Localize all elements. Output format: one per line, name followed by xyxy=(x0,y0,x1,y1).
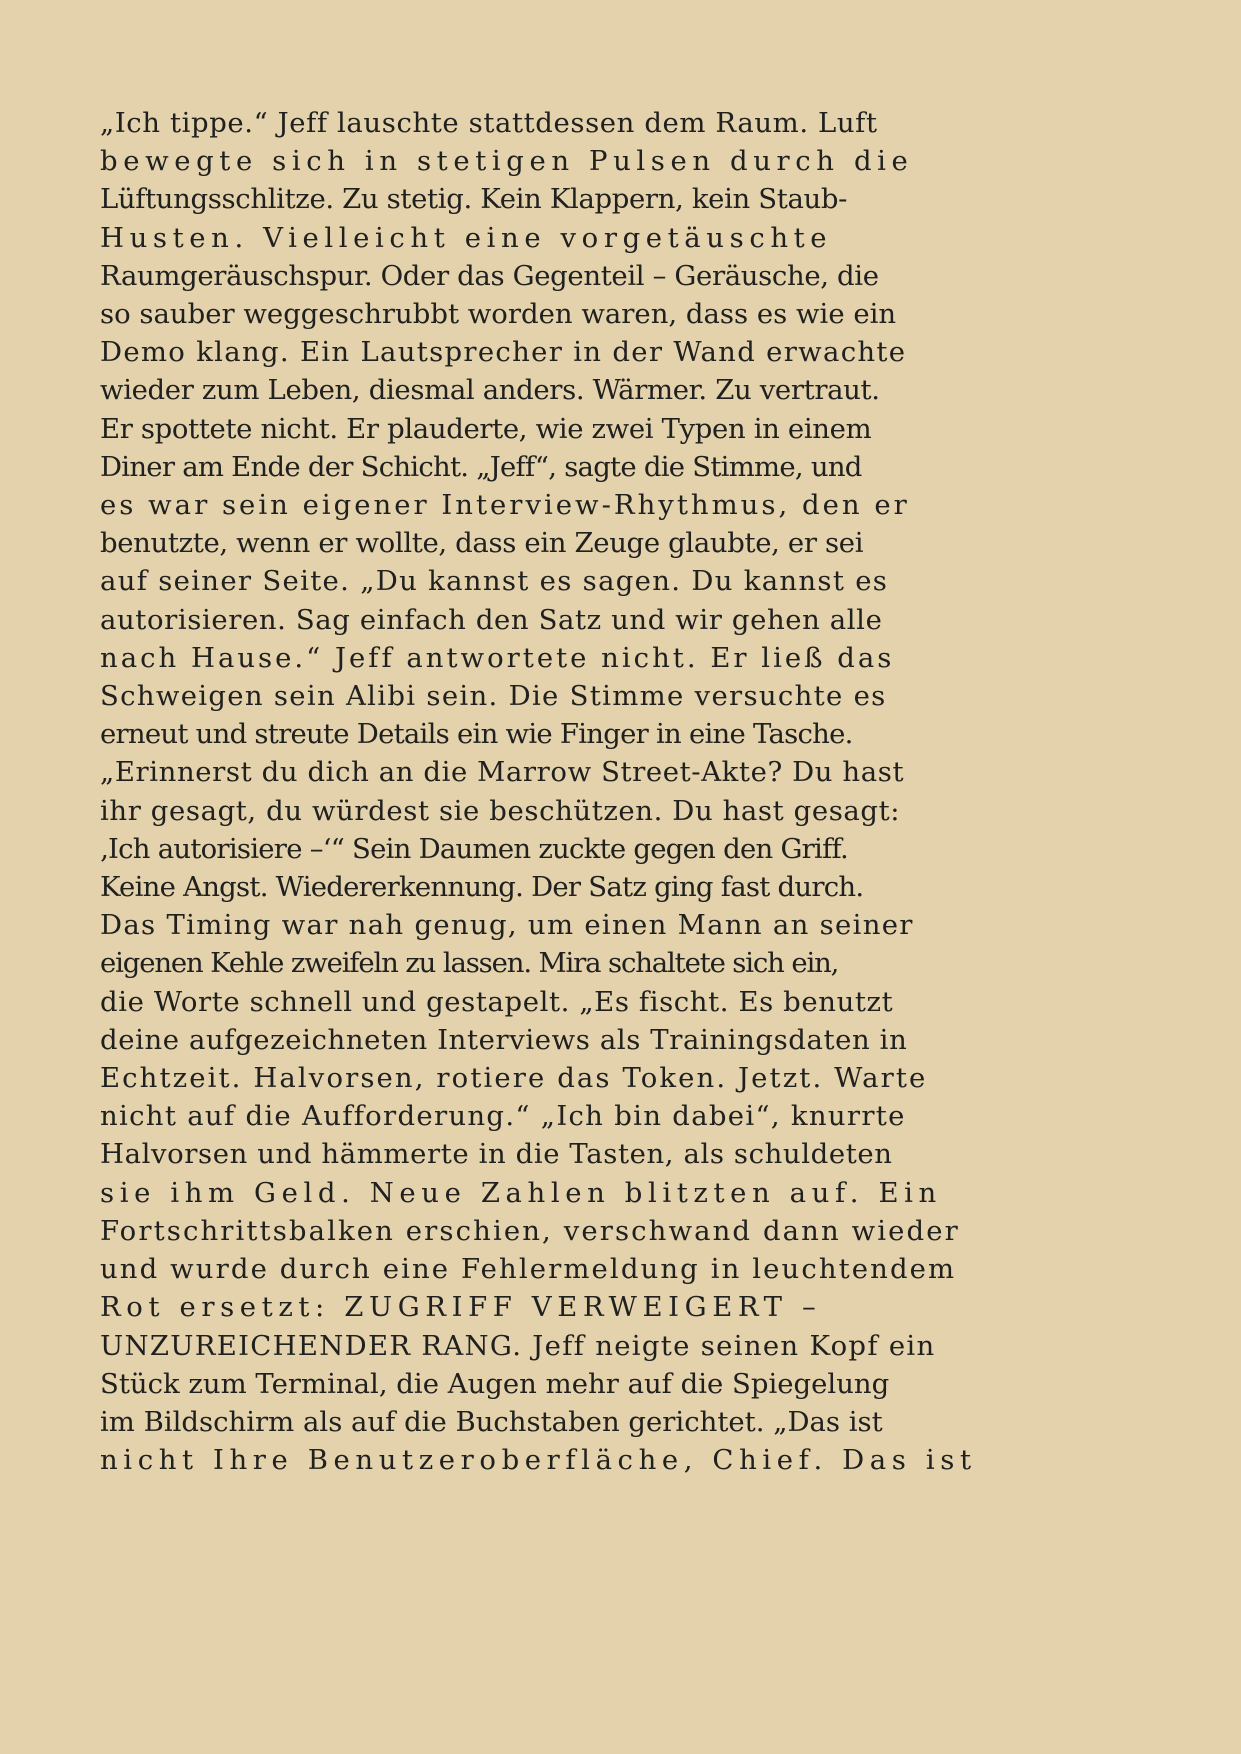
body-line: Raumgeräuschspur. Oder das Gegenteil – Geräusche, die xyxy=(100,259,879,292)
body-line: Er spottete nicht. Er plauderte, wie zwei Typen in einem xyxy=(100,412,872,445)
body-line: bewegte sich in stetigen Pulsen durch die xyxy=(100,145,914,178)
body-line: „Erinnerst du dich an die Marrow Street-Akte? Du hast xyxy=(100,756,905,789)
body-line: „Ich tippe.“ Jeff lauschte stattdessen dem Raum. Luft xyxy=(100,107,878,139)
body-line: ihr gesagt, du würdest sie beschützen. Du hast gesagt: xyxy=(100,794,901,827)
body-line: Diner am Ende der Schicht. „Jeff“, sagte die Stimme, und xyxy=(100,450,862,483)
body-line: Rot ersetzt: ZUGRIFF VERWEIGERT – xyxy=(100,1291,822,1324)
body-line: es war sein eigener Interview-Rhythmus, den er xyxy=(100,489,910,522)
body-line: Demo klang. Ein Lautsprecher in der Wand erwachte xyxy=(100,336,907,369)
body-line: Schweigen sein Alibi sein. Die Stimme versuchte es xyxy=(100,680,887,713)
body-line: erneut und streute Details ein wie Finger in eine Tasche. xyxy=(100,718,853,751)
body-line: Echtzeit. Halvorsen, rotiere das Token. Jetzt. Warte xyxy=(100,1062,928,1095)
body-line: Fortschrittsbalken erschien, verschwand dann wieder xyxy=(100,1214,960,1247)
body-text-column xyxy=(100,104,1006,1479)
body-line: benutzte, wenn er wollte, dass ein Zeuge glaubte, er sei xyxy=(100,527,864,560)
body-line: die Worte schnell und gestapelt. „Es fischt. Es benutzt xyxy=(100,985,894,1018)
body-line: Das Timing war nah genug, um einen Mann an seiner xyxy=(100,909,914,942)
body-line: Stück zum Terminal, die Augen mehr auf die Spiegelung xyxy=(100,1367,890,1400)
body-line: Halvorsen und hämmerte in die Tasten, als schuldeten xyxy=(100,1138,893,1171)
body-line: so sauber weggeschrubbt worden waren, dass es wie ein xyxy=(100,298,897,331)
body-line: nach Hause.“ Jeff antwortete nicht. Er ließ das xyxy=(100,641,895,674)
body-line: eigenen Kehle zweifeln zu lassen. Mira schaltete sich ein, xyxy=(100,947,839,980)
body-line: Lüftungsschlitze. Zu stetig. Kein Klappern, kein Staub- xyxy=(100,183,848,216)
body-line: und wurde durch eine Fehlermeldung in leuchtendem xyxy=(100,1253,957,1286)
body-line: deine aufgezeichneten Interviews als Trainingsdaten in xyxy=(100,1023,908,1056)
body-line: Husten. Vielleicht eine vorgetäuschte xyxy=(100,221,833,254)
body-line: UNZUREICHENDER RANG. Jeff neigte seinen Kopf ein xyxy=(100,1329,936,1362)
body-line: ‚Ich autorisiere –‘“ Sein Daumen zuckte gegen den Griff. xyxy=(100,832,848,865)
body-line: nicht Ihre Benutzeroberfläche, Chief. Das ist xyxy=(100,1444,977,1477)
body-line: Keine Angst. Wiedererkennung. Der Satz ging fast durch. xyxy=(100,871,864,904)
body-line: sie ihm Geld. Neue Zahlen blitzten auf. Ein xyxy=(100,1176,942,1209)
body-line: nicht auf die Aufforderung.“ „Ich bin dabei“, knurrte xyxy=(100,1100,906,1133)
body-line: auf seiner Seite. „Du kannst es sagen. Du kannst es xyxy=(100,565,889,598)
body-line: im Bildschirm als auf die Buchstaben gerichtet. „Das ist xyxy=(100,1405,883,1438)
body-line: autorisieren. Sag einfach den Satz und wir gehen alle xyxy=(100,603,883,636)
body-line: wieder zum Leben, diesmal anders. Wärmer. Zu vertraut. xyxy=(100,374,880,407)
